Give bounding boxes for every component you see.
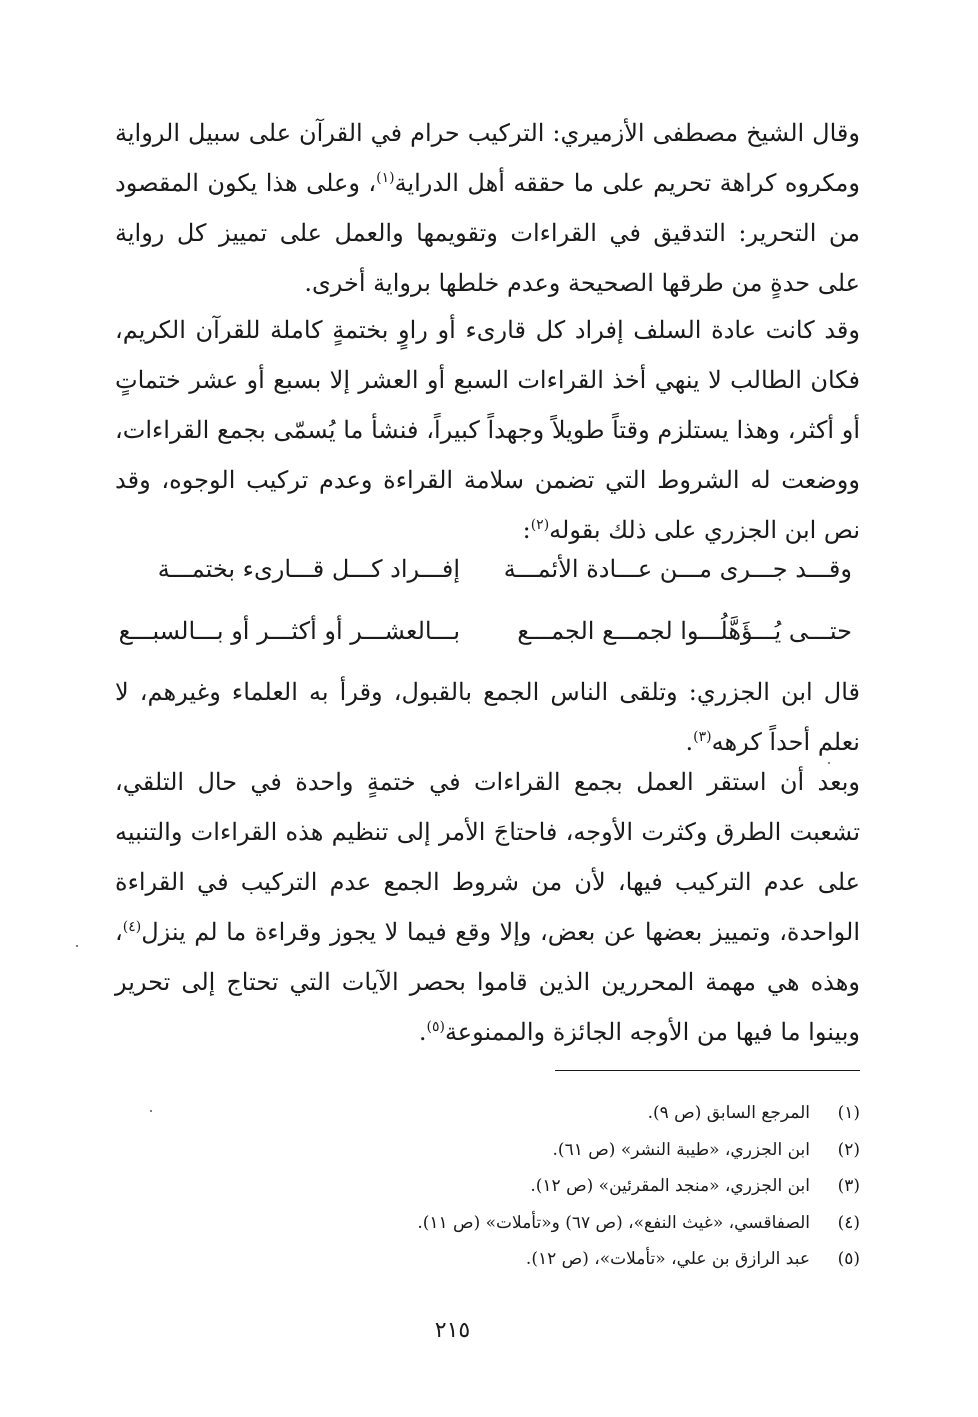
footnote-text: الصفاقسي، «غيث النفع»، (ص ٦٧) و«تأملات» (ص ١١). xyxy=(417,1212,810,1233)
footnotes-list xyxy=(115,1095,860,1278)
footnote-separator xyxy=(555,1070,860,1071)
verse-second-hemistich: إفـــراد كـــل قـــارىء بختمـــة xyxy=(157,555,460,583)
paragraph-text: وبعد أن استقر العمل بجمع القراءات في ختمةٍ واحدة في حال التلقي، تشعبت الطرق وكثرت الأوجه، فاحتاجَ الأمر إلى تنظيم هذه القراءات والتنبيه على عدم التركيب فيها، لأن من شروط الجمع عدم التركيب في القراءة الواحدة، وتمييز بعضها عن بعض، وإلا وقع فيما لا يجوز وقراءة ما لم ينزل xyxy=(115,768,860,946)
scan-speck xyxy=(150,1110,152,1112)
paragraph-text: ، وعلى هذا يكون المقصود من التحرير: التدقيق في القراءات وتقويمها والعمل على تمييز كل رواية على حدةٍ من طرقها الصحيحة وعدم خلطها برواية أخرى. xyxy=(115,169,860,297)
footnote-text: عبد الرازق بن علي، «تأملات»، (ص ١٢). xyxy=(525,1249,810,1269)
paragraph-azmiri-quote xyxy=(115,108,860,308)
footnote-number: (١) xyxy=(837,1103,860,1123)
paragraph-editors-task xyxy=(115,757,860,1057)
footnote-item xyxy=(115,1241,860,1278)
verse-first-hemistich: وقـــد جـــرى مـــن عـــادة الأئمـــة xyxy=(503,555,852,583)
verse-second-hemistich: بـــالعشـــر أو أكثـــر أو بـــالسبـــع xyxy=(118,617,460,645)
footnote-ref-1[interactable]: (١) xyxy=(376,170,395,186)
paragraph-text: قال ابن الجزري: وتلقى الناس الجمع بالقبول، وقرأ به العلماء وغيرهم، لا نعلم أحداً كرهه xyxy=(115,678,860,756)
footnote-text: المرجع السابق (ص ٩). xyxy=(647,1103,810,1123)
paragraph-text: . xyxy=(685,728,694,756)
scan-speck xyxy=(828,762,830,764)
footnote-item xyxy=(115,1168,860,1205)
footnote-item xyxy=(115,1205,860,1242)
footnote-item xyxy=(115,1132,860,1169)
footnote-item xyxy=(115,1095,860,1132)
verse-first-hemistich: حتـــى يُـــؤَهَّلُـــوا لجمـــع الجمـــع xyxy=(517,617,852,645)
page-number: ٢١٥ xyxy=(434,1318,471,1343)
footnote-text: ابن الجزري، «منجد المقرئين» (ص ١٢). xyxy=(530,1176,810,1196)
paragraph-text: . xyxy=(418,1018,427,1046)
poem-verse-1 xyxy=(115,545,860,593)
footnote-ref-3[interactable]: (٣) xyxy=(693,729,712,745)
footnote-number: (٤) xyxy=(837,1212,860,1233)
paragraph-salaf-custom xyxy=(115,305,860,555)
footnote-ref-5[interactable]: (٥) xyxy=(426,1019,445,1035)
footnote-text: ابن الجزري، «طيبة النشر» (ص ٦١). xyxy=(552,1139,810,1160)
paragraph-text: ، وهذه هي مهمة المحررين الذين قاموا بحصر الآيات التي تحتاج إلى تحرير وبينوا ما فيها من الأوجه الجائزة والممنوعة xyxy=(115,918,861,1046)
footnote-ref-2[interactable]: (٢) xyxy=(530,517,550,533)
paragraph-text: وقد كانت عادة السلف إفراد كل قارىء أو راوٍ بختمةٍ كاملة للقرآن الكريم، فكان الطالب لا ينهي أخذ القراءات السبع أو العشر إلا بسبع أو عشر ختماتٍ أو أكثر، وهذا يستلزم وقتاً طويلاً وجهداً كبيراً، فنشأ ما يُسمّى بجمع القراءات، ووضعت له الشروط التي تضمن سلامة القراءة وعدم تركيب الوجوه، وقد نص ابن الجزري على ذلك بقوله xyxy=(115,316,860,544)
footnote-number: (٥) xyxy=(837,1249,860,1269)
footnote-ref-4[interactable]: (٤) xyxy=(122,919,142,935)
footnote-number: (٣) xyxy=(837,1176,860,1196)
footnote-number: (٢) xyxy=(837,1139,860,1160)
paragraph-ibn-jazari-acceptance xyxy=(115,667,860,767)
paragraph-text: وقال الشيخ مصطفى الأزميري: التركيب حرام في القرآن على سبيل الرواية ومكروه كراهة تحريم على ما حققه أهل الدراية xyxy=(115,119,860,197)
poem-verse-2 xyxy=(115,607,860,655)
paragraph-text: : xyxy=(522,516,531,544)
scan-speck xyxy=(76,945,78,947)
